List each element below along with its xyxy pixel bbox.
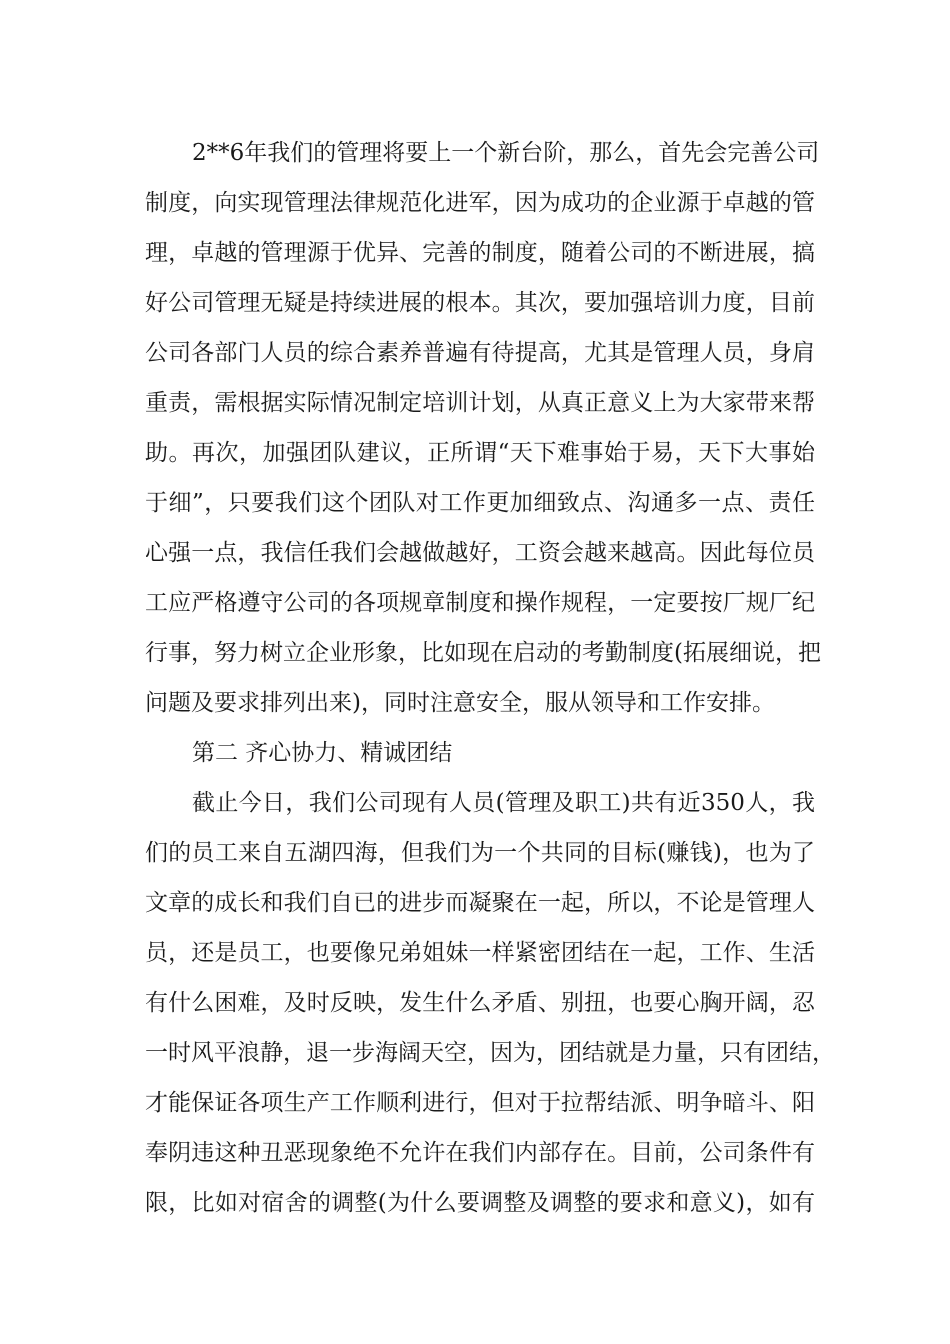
paragraph-1-line-11: 行事，努力树立企业形象，比如现在启动的考勤制度(拓展细说，把 (145, 640, 821, 666)
paragraph-1-line-2: 制度，向实现管理法律规范化进军，因为成功的企业源于卓越的管 (145, 190, 815, 216)
paragraph-1-line-12: 问题及要求排列出来)，同时注意安全，服从领导和工作安排。 (145, 690, 775, 716)
paragraph-2-line-2: 们的员工来自五湖四海，但我们为一个共同的目标(赚钱)，也为了 (145, 840, 815, 866)
paragraph-1-line-6: 重责，需根据实际情况制定培训计划，从真正意义上为大家带来帮 (145, 390, 815, 416)
paragraph-1-line-7: 助。再次，加强团队建议，正所谓“天下难事始于易，天下大事始 (145, 440, 815, 466)
paragraph-2-line-7: 才能保证各项生产工作顺利进行，但对于拉帮结派、明争暗斗、阳 (145, 1090, 815, 1116)
paragraph-1-line-1: 2**6年我们的管理将要上一个新台阶，那么，首先会完善公司 (192, 140, 820, 166)
paragraph-1-line-8: 于细”，只要我们这个团队对工作更加细致点、沟通多一点、责任 (145, 490, 815, 516)
paragraph-1-line-3: 理，卓越的管理源于优异、完善的制度，随着公司的不断进展，搞 (145, 240, 815, 266)
paragraph-2-line-9: 限，比如对宿舍的调整(为什么要调整及调整的要求和意义)，如有 (145, 1190, 815, 1216)
paragraph-2-line-8: 奉阴违这种丑恶现象绝不允许在我们内部存在。目前，公司条件有 (145, 1140, 815, 1166)
paragraph-1-line-9: 心强一点，我信任我们会越做越好，工资会越来越高。因此每位员 (145, 540, 815, 566)
paragraph-2-line-3: 文章的成长和我们自已的进步而凝聚在一起，所以，不论是管理人 (145, 890, 815, 916)
paragraph-2-line-6: 一时风平浪静，退一步海阔天空，因为，团结就是力量，只有团结， (145, 1040, 835, 1066)
paragraph-1-line-5: 公司各部门人员的综合素养普遍有待提高，尤其是管理人员，身肩 (145, 340, 815, 366)
paragraph-2-line-4: 员，还是员工，也要像兄弟姐妹一样紧密团结在一起，工作、生活 (145, 940, 815, 966)
paragraph-1-line-10: 工应严格遵守公司的各项规章制度和操作规程，一定要按厂规厂纪 (145, 590, 815, 616)
paragraph-2-line-1: 截止今日，我们公司现有人员(管理及职工)共有近350人，我 (192, 790, 815, 816)
paragraph-2-line-5: 有什么困难，及时反映，发生什么矛盾、别扭，也要心胸开阔，忍 (145, 990, 815, 1016)
paragraph-1-line-4: 好公司管理无疑是持续进展的根本。其次，要加强培训力度，目前 (145, 290, 815, 316)
section-heading: 第二 齐心协力、精诚团结 (192, 740, 453, 766)
